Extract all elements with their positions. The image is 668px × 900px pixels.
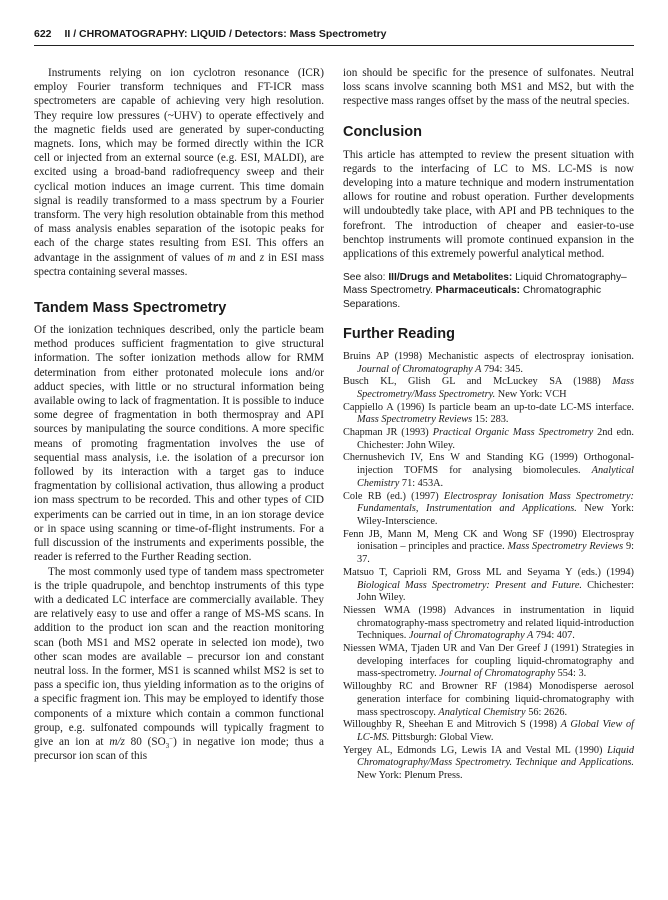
paragraph-tandem-intro: Of the ionization techniques described, only the particle beam method produces sufficient fragmentation to give structural information. The softer ionization methods allow for RMM determination from either protonated molecule ions and/or adduct species, with little or no structural information being available owing to lack of fragmentation. It is possible to induce some degree of fragmentation in both thermospray and API sources by manipulating the source conditions. A more specific means of promoting fragmentation involves the use of sequential mass analysis, i.e. the isolation of a precursor ion followed by its interaction with a target gas to induce fragmentation by collisional activation, thus allowing a product ion mass spectrum to be recorded. This and other types of CID experiments can be carried out in time, in an ion storage device or in space using scanning or time-of-flight instruments. For a full discussion of the instruments and experiments possible, the reader is referred to the Further Reading section. [34, 324, 324, 564]
section-heading-tandem: Tandem Mass Spectrometry [34, 300, 227, 317]
section-heading-further-reading: Further Reading [343, 325, 455, 342]
running-title: II / CHROMATOGRAPHY: LIQUID / Detectors: Mass Spectrometry [64, 28, 387, 40]
paragraph-icr: Instruments relying on ion cyclotron resonance (ICR) employ Fourier transform techniques and FT-ICR mass spectrometers are capable of achieving very high resolution. They require low pressures (~UHV) to operate effectively and the magnetic fields used are generated by super-conducting magnets. Ions, which may be formed directly within the ICR cell or injected from an external source (e.g. ESI, MALDI), are excited using a broad-band radiofrequency sweep and their cyclical motion induces an image current. This time domain signal is readily transformed to a mass spectrum by a Fourier transform. The very high resolution obtainable from this method of mass analysis enables separation of the isotopic peaks for each of the charge states resulting from ESI. This offers an advantage in the assignment of values of m and z in ESI mass spectra containing several masses. [34, 67, 325, 278]
page-number: 622 [34, 28, 52, 40]
reference-list [343, 351, 634, 783]
right-column [343, 66, 634, 783]
reference-item: Cole RB (ed.) (1997) Electrospray Ionisation Mass Spectrometry: Fundamentals, Instrumentation and Applications. New York: Wiley-Interscience. [343, 490, 634, 527]
reference-item: Cappiello A (1996) Is particle beam an up-to-date LC-MS interface. Mass Spectrometry Reviews 15: 283. [343, 401, 634, 426]
link-drugs[interactable]: III/Drugs and Metabolites: [388, 272, 513, 284]
reference-item: Chernushevich IV, Ens W and Standing KG (1999) Orthogonal-injection TOFMS for analysing biomolecules. Analytical Chemistry 71: 453A. [343, 452, 634, 489]
reference-item: Yergey AL, Edmonds LG, Lewis IA and Vestal ML (1990) Liquid Chromatography/Mass Spectrometry. Technique and Applications. New York: Plenum Press. [343, 744, 634, 782]
running-header [34, 28, 634, 42]
reference-item: Busch KL, Glish GL and McLuckey SA (1988) Mass Spectrometry/Mass Spectrometry. New York: VCH [343, 376, 634, 400]
link-pharmaceuticals[interactable]: Pharmaceuticals: [435, 285, 521, 297]
reference-item: Bruins AP (1998) Mechanistic aspects of electrospray ionisation. Journal of Chromatography A 794: 345. [343, 350, 634, 375]
paragraph-neutral-loss: ion should be specific for the presence of sulfonates. Neutral loss scans involve scanning both MS1 and MS2, but with the respective mass ranges offset by the mass of the neutral species. [343, 67, 634, 108]
section-heading-conclusion: Conclusion [343, 123, 422, 140]
reference-item: Chapman JR (1993) Practical Organic Mass Spectrometry 2nd edn. Chichester: John Wiley. [343, 427, 634, 451]
header-rule [34, 45, 634, 46]
see-also: See also: III/Drugs and Metabolites: Liquid Chromatography–Mass Spectrometry. Pharmaceuticals: Chromatographic Separations. [343, 272, 627, 310]
paragraph-triple-quad: The most commonly used type of tandem mass spectrometer is the triple quadrupole, and benchtop instruments of this type with a dedicated LC interface are commercially available. They are relatively easy to use and offer a range of MS-MS scans. In addition to the product ion scan and the reaction monitoring scan (both MS1 and MS2 operate in selected ion mode), two other scan modes are available – precursor ion and constant neutral loss. In the former, MS1 is scanned whilst MS2 is set to pass a specific ion, thus yielding information as to the origins of a specific fragment ion. This may be employed to identify those components of a mixture which contain a common functional group, e.g. sulfonated compounds will typically fragment to give an ion at m/z 80 $(SO_3^-)$ in negative ion mode; thus a precursor ion scan of this [34, 565, 324, 763]
reference-item: Matsuo T, Caprioli RM, Gross ML and Seyama Y (eds.) (1994) Biological Mass Spectrometry: Present and Future. Chichester: John Wiley. [343, 566, 635, 604]
reference-item: Niessen WMA, Tjaden UR and Van Der Greef J (1991) Strategies in developing interfaces for coupling liquid-chromatography and mass-spectrometry. Journal of Chromatography 554: 3. [343, 643, 634, 680]
left-column [34, 66, 324, 763]
paragraph-conclusion: This article has attempted to review the present situation with regards to the interfacing of LC to MS. LC-MS is now developing into a mature technique and modern instrumentation allows for routine and robust operation. Further developments will undoubtedly take place, with API and PB techniques to the forefront. The introduction of cheaper and easier-to-use benchtop instruments will promote continued expansion in the applications of this extremely powerful analytical method. [343, 148, 634, 261]
reference-item: Willoughby R, Sheehan E and Mitrovich S (1998) A Global View of LC-MS. Pittsburgh: Global View. [343, 719, 634, 743]
reference-item: Willoughby RC and Browner RF (1984) Monodisperse aerosol generation interface for combining liquid-chromatography with mass spectroscopy. Analytical Chemistry 56: 2626. [343, 681, 634, 718]
reference-item: Fenn JB, Mann M, Meng CK and Wong SF (1990) Electrospray ionisation – principles and practice. Mass Spectrometry Reviews 9: 37. [343, 528, 634, 566]
reference-item: Niessen WMA (1998) Advances in instrumentation in liquid chromatography-mass spectrometry and related liquid-introduction Techniques. Journal of Chromatography A 794: 407. [343, 604, 634, 642]
